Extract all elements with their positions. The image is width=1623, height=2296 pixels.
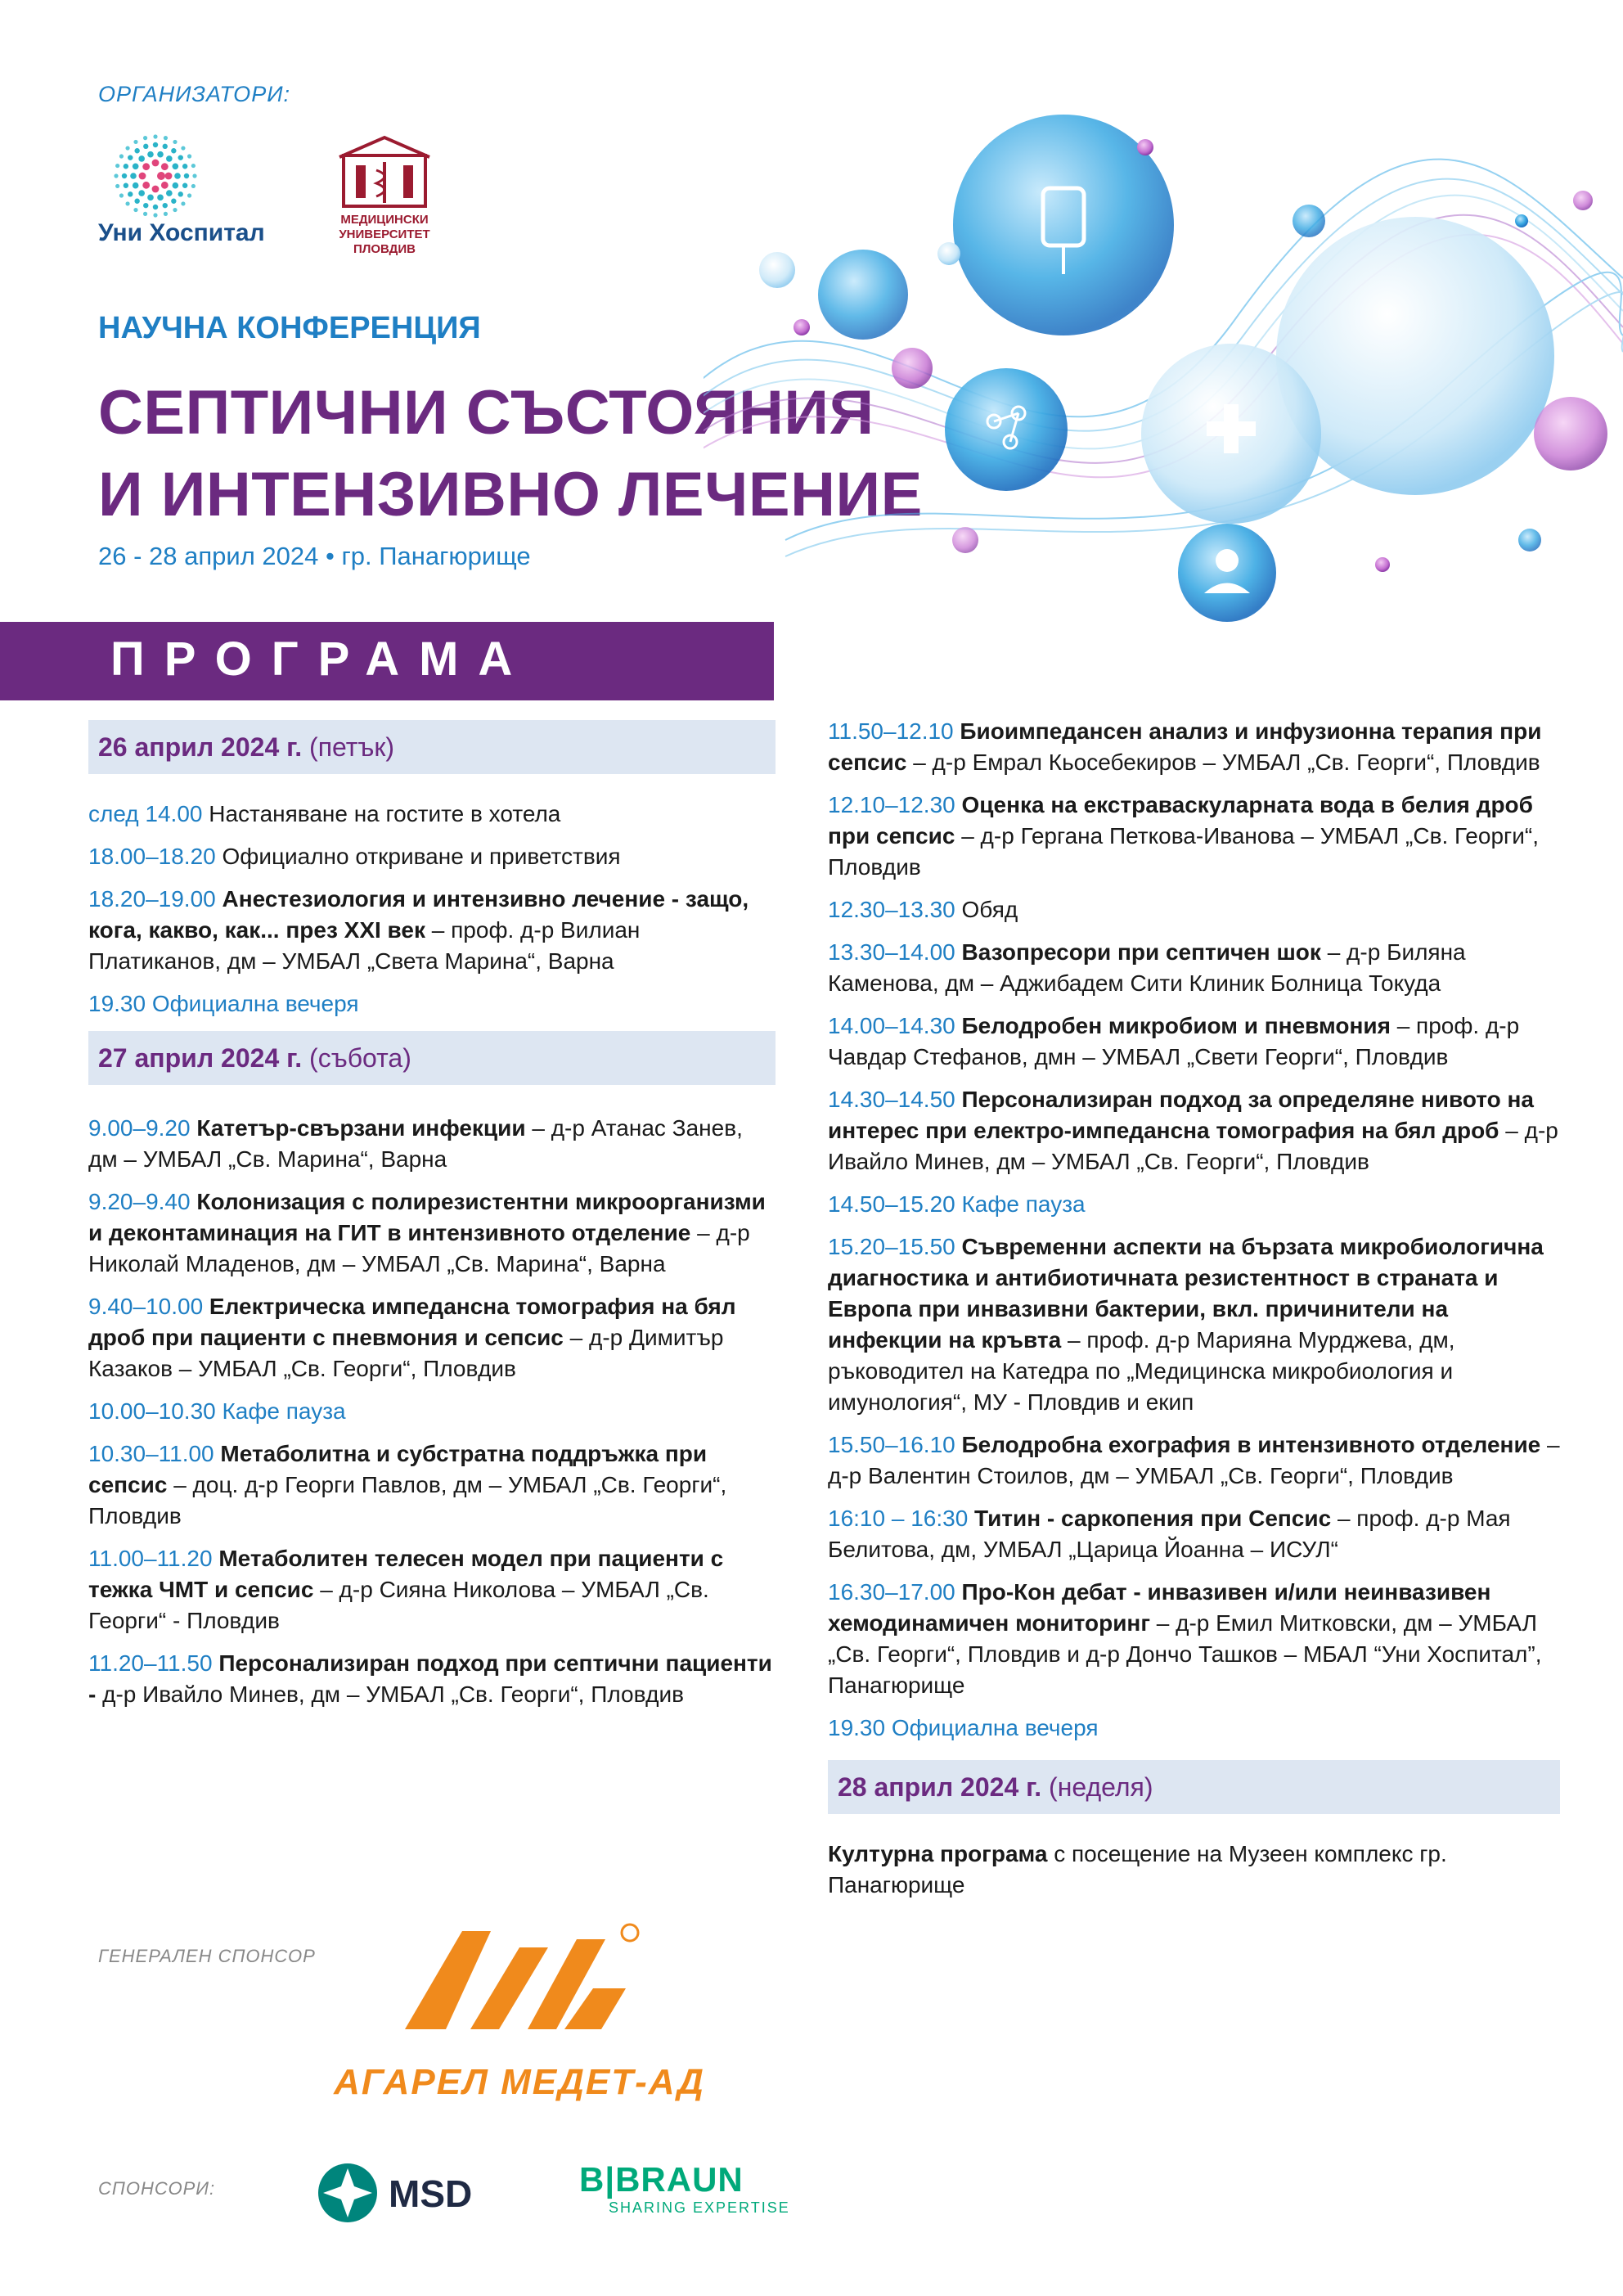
- schedule-talk-title: Анестезиология и интензивно лечение - защо, кога, какво, как... през XXI век: [88, 886, 749, 943]
- schedule-talk-title: Вазопресори при септичен шок: [955, 939, 1321, 965]
- schedule-time: след 14.00: [88, 801, 203, 826]
- title-line-2: И ИНТЕНЗИВНО ЛЕЧЕНИЕ: [98, 460, 923, 529]
- schedule-talk-title: Персонализиран подход при септични пациенти -: [88, 1650, 772, 1707]
- program-banner: [0, 622, 774, 700]
- schedule-text: – д-р Гергана Петкова-Иванова – УМБАЛ „Св. Георги“, Пловдив: [828, 823, 1539, 880]
- schedule-item: [828, 1189, 1560, 1220]
- conference-subtitle: НАУЧНА КОНФЕРЕНЦИЯ: [98, 311, 481, 345]
- medical-university-logo: [323, 131, 446, 262]
- schedule-item: [88, 1291, 776, 1384]
- day2-header: [88, 1031, 776, 1085]
- day3-bold: Културна програма: [828, 1841, 1048, 1866]
- schedule-item: [828, 937, 1560, 999]
- day2-date: 27 април 2024 г.: [98, 1043, 303, 1073]
- schedule-item: [88, 1113, 776, 1175]
- schedule-time: 14.30–14.50: [828, 1087, 955, 1112]
- schedule-time: 10.00–10.30: [88, 1398, 216, 1424]
- medical-cross-icon: [1224, 404, 1239, 453]
- schedule-time: 16.30–17.00: [828, 1579, 955, 1605]
- schedule-text: Обяд: [955, 897, 1018, 922]
- schedule-talk-title: Метаболитна и субстратна поддръжка при сепсис: [88, 1441, 708, 1497]
- schedule-text: – д-р Ивайло Минев, дм – УМБАЛ „Св. Георги“, Пловдив: [828, 1118, 1558, 1174]
- schedule-text: – д-р Емил Митковски, дм – УМБАЛ „Св. Георги“, Пловдив и д-р Дончо Ташков – МБАЛ “Уни Хоспитал”, Панагюрище: [828, 1610, 1542, 1698]
- day2-schedule: [88, 1113, 776, 1710]
- msd-icon: [315, 2160, 380, 2226]
- schedule-time: 15.50–16.10: [828, 1432, 955, 1457]
- schedule-text: Кафе пауза: [955, 1191, 1086, 1217]
- general-sponsor-label: ГЕНЕРАЛЕН СПОНСОР: [98, 1946, 316, 1966]
- schedule-time: 9.40–10.00: [88, 1294, 204, 1319]
- title-line-1: СЕПТИЧНИ СЪСТОЯНИЯ: [98, 378, 874, 448]
- schedule-item: [88, 1543, 776, 1636]
- schedule-item: [88, 841, 776, 872]
- uni-hospital-icon: [98, 131, 278, 221]
- general-sponsor-name: АГАРЕЛ МЕДЕТ-АД: [334, 2062, 705, 2102]
- schedule-text: – д-р Атанас Занев, дм – УМБАЛ „Св. Марина“, Варна: [88, 1115, 743, 1172]
- right-column: [828, 716, 1560, 1912]
- schedule-item: [88, 884, 776, 977]
- conference-dates: 26 - 28 април 2024 • гр. Панагюрище: [98, 542, 531, 570]
- schedule-text: – д-р Димитър Казаков – УМБАЛ „Св. Георги“, Пловдив: [88, 1325, 724, 1381]
- schedule-talk-title: Метаболитен телесен модел при пациенти с тежка ЧМТ и сепсис: [88, 1546, 724, 1602]
- schedule-item: [88, 1186, 776, 1280]
- schedule-text: – д-р Биляна Каменова, дм – Аджибадем Сити Клиник Болница Токуда: [828, 939, 1466, 996]
- university-crest-icon: [323, 131, 446, 213]
- mu-line1: МЕДИЦИНСКИ: [340, 213, 429, 227]
- schedule-item: [828, 1503, 1560, 1565]
- schedule-time: 12.30–13.30: [828, 897, 955, 922]
- schedule-item: [828, 1011, 1560, 1073]
- day1-weekday: (петък): [309, 732, 395, 762]
- schedule-time: 10.30–11.00: [88, 1441, 214, 1466]
- schedule-talk-title: Персонализиран подход за определяне нивото на интерес при електро-импедансна томография на бял дроб: [828, 1087, 1534, 1143]
- medical-bubbles-illustration: [704, 49, 1623, 622]
- bbraun-logo: [579, 2160, 800, 2234]
- left-column: [88, 720, 776, 1722]
- schedule-time: 9.20–9.40: [88, 1189, 191, 1214]
- schedule-text: – д-р Емрал Кьосебекиров – УМБАЛ „Св. Георги“, Пловдив: [906, 750, 1540, 775]
- schedule-talk-title: Белодробна ехография в интензивното отделение: [955, 1432, 1541, 1457]
- schedule-time: 11.00–11.20: [88, 1546, 213, 1571]
- uni-hospital-name: Уни Хоспитал: [98, 219, 265, 246]
- program-title: ПРОГРАМА: [110, 633, 533, 686]
- schedule-text: Кафе пауза: [215, 1398, 346, 1424]
- schedule-text: Официална вечеря: [885, 1715, 1099, 1740]
- organizers-label: ОРГАНИЗАТОРИ:: [98, 82, 291, 106]
- schedule-talk-title: Биоимпедансен анализ и инфузионна терапия при сепсис: [828, 718, 1542, 775]
- schedule-time: 11.20–11.50: [88, 1650, 213, 1676]
- mu-line3: ПЛОВДИВ: [353, 242, 416, 256]
- schedule-talk-title: Титин - саркопения при Сепсис: [968, 1506, 1332, 1531]
- schedule-item: [828, 1231, 1560, 1418]
- day3-date: 28 април 2024 г.: [838, 1772, 1042, 1802]
- day1-header: [88, 720, 776, 774]
- schedule-text: – д-р Сияна Николова – УМБАЛ „Св. Георги“ - Пловдив: [88, 1577, 709, 1633]
- day3-header: [828, 1760, 1560, 1814]
- schedule-text: Официална вечеря: [146, 991, 359, 1016]
- schedule-time: 9.00–9.20: [88, 1115, 191, 1141]
- schedule-time: 13.30–14.00: [828, 939, 955, 965]
- schedule-item: [88, 988, 776, 1020]
- day2-schedule-continued: [828, 716, 1560, 1744]
- schedule-time: 12.10–12.30: [828, 792, 955, 817]
- schedule-text: – проф. д-р Чавдар Стефанов, дмн – УМБАЛ „Свети Георги“, Пловдив: [828, 1013, 1520, 1069]
- day3-item: [828, 1839, 1560, 1901]
- schedule-item: [88, 799, 776, 830]
- schedule-item: [828, 790, 1560, 883]
- day1-date: 26 април 2024 г.: [98, 732, 303, 762]
- schedule-item: [88, 1396, 776, 1427]
- general-sponsor-logo: [334, 1915, 705, 2111]
- schedule-text: Официално откриване и приветствия: [215, 844, 621, 869]
- schedule-text: – д-р Валентин Стоилов, дм – УМБАЛ „Св. Георги“, Пловдив: [828, 1432, 1560, 1488]
- schedule-time: 16:10 – 16:30: [828, 1506, 969, 1531]
- day3-text: с посещение на Музеен комплекс гр. Панагюрище: [828, 1841, 1447, 1898]
- schedule-time: 14.50–15.20: [828, 1191, 955, 1217]
- schedule-text: – проф. д-р Вилиан Платиканов, дм – УМБАЛ „Света Марина“, Варна: [88, 917, 641, 974]
- schedule-time: 18.20–19.00: [88, 886, 216, 912]
- schedule-text: – проф. д-р Мая Белитова, дм, УМБАЛ „Царица Йоанна – ИСУЛ“: [828, 1506, 1511, 1562]
- schedule-talk-title: Колонизация с полирезистентни микроорганизми и деконтаминация на ГИТ в интензивното отделение: [88, 1189, 766, 1245]
- msd-logo: [315, 2160, 495, 2226]
- day2-weekday: (събота): [309, 1043, 411, 1073]
- schedule-time: 15.20–15.50: [828, 1234, 955, 1259]
- schedule-item: [828, 1713, 1560, 1744]
- schedule-talk-title: Катетър-свързани инфекции: [190, 1115, 526, 1141]
- schedule-time: 14.00–14.30: [828, 1013, 955, 1038]
- schedule-text: – д-р Николай Младенов, дм – УМБАЛ „Св. Марина“, Варна: [88, 1220, 750, 1276]
- hero-illustration: [704, 49, 1623, 622]
- schedule-item: [88, 1648, 776, 1710]
- schedule-item: [828, 716, 1560, 778]
- schedule-item: [88, 1438, 776, 1532]
- schedule-time: 19.30: [88, 991, 146, 1016]
- schedule-talk-title: Про-Кон дебат - инвазивен и/или неинвазивен хемодинамичен мониторинг: [828, 1579, 1491, 1636]
- doctor-icon: [1216, 549, 1239, 572]
- schedule-talk-title: Съвременни аспекти на бързата микробиологична диагностика и антибиотичната резистентност в страната и Европа при инвазивни бактерии, вкл. причинители на инфекции на кръвта: [828, 1234, 1544, 1353]
- schedule-text: Настаняване на гостите в хотела: [202, 801, 561, 826]
- schedule-talk-title: Електрическа импедансна томография на бял дроб при пациенти с пневмония и сепсис: [88, 1294, 736, 1350]
- uni-hospital-logo: [98, 131, 278, 254]
- sponsors-label: СПОНСОРИ:: [98, 2178, 216, 2199]
- schedule-talk-title: Белодробен микробиом и пневмония: [955, 1013, 1391, 1038]
- mu-line2: УНИВЕРСИТЕТ: [339, 227, 430, 241]
- bbraun-name: B|BRAUN: [579, 2160, 744, 2199]
- schedule-text: – доц. д-р Георги Павлов, дм – УМБАЛ „Св. Георги“, Пловдив: [88, 1472, 727, 1528]
- day1-schedule: [88, 799, 776, 1020]
- schedule-item: [828, 1084, 1560, 1177]
- schedule-time: 19.30: [828, 1715, 886, 1740]
- bbraun-tagline: SHARING EXPERTISE: [609, 2199, 790, 2216]
- schedule-text: д-р Ивайло Минев, дм – УМБАЛ „Св. Георги“, Пловдив: [96, 1681, 684, 1707]
- schedule-time: 18.00–18.20: [88, 844, 216, 869]
- schedule-time: 11.50–12.10: [828, 718, 954, 744]
- agarel-logo-icon: [397, 1915, 642, 2054]
- schedule-text: – проф. д-р Марияна Мурджева, дм, ръководител на Катедра по „Медицинска микробиология и имунология“, МУ - Пловдив и екип: [828, 1327, 1455, 1415]
- schedule-item: [828, 1577, 1560, 1701]
- day3-weekday: (неделя): [1049, 1772, 1153, 1802]
- schedule-talk-title: Оценка на екстраваскуларната вода в белия дроб при сепсис: [828, 792, 1533, 849]
- schedule-item: [828, 1429, 1560, 1492]
- schedule-item: [828, 894, 1560, 925]
- msd-name: MSD: [389, 2172, 473, 2215]
